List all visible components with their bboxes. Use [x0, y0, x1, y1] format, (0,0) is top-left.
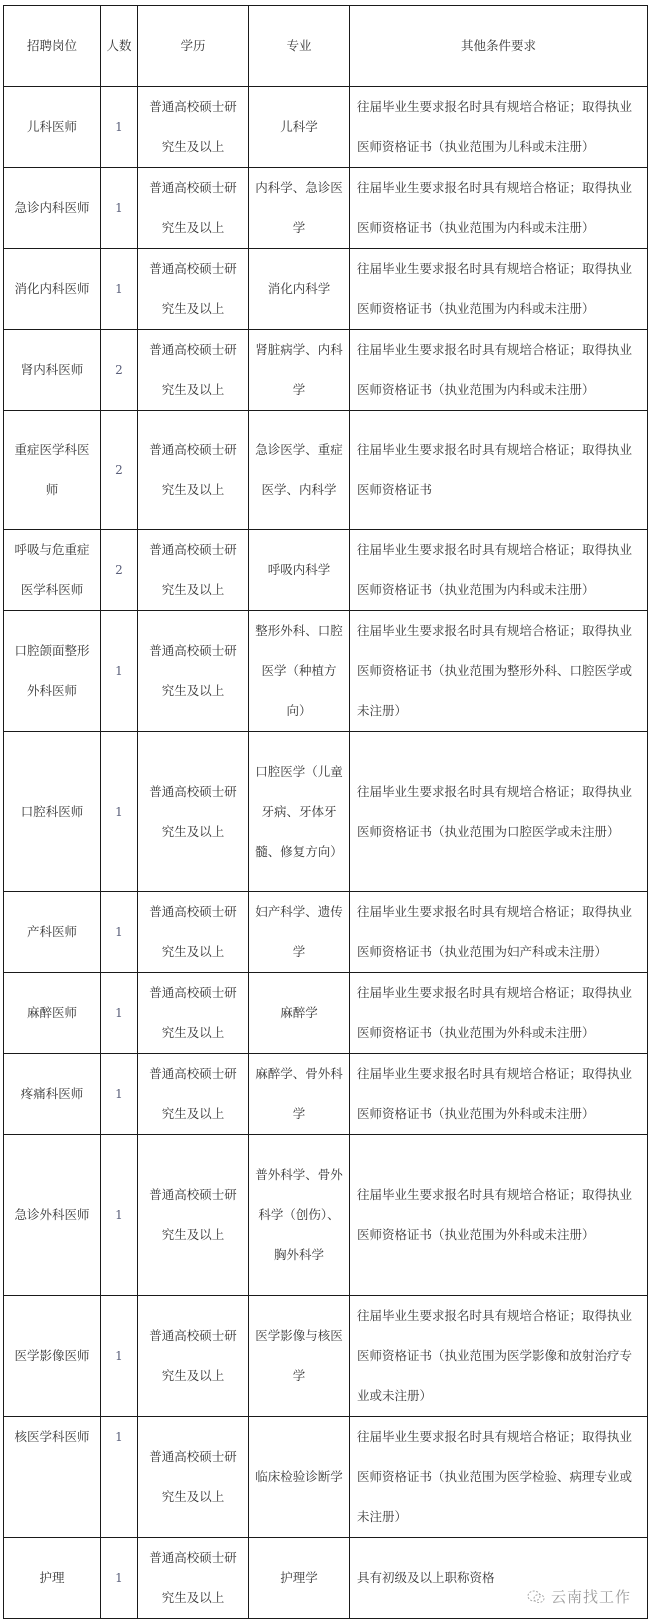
table-row	[4, 1296, 648, 1417]
header-requirements: 其他条件要求	[350, 6, 648, 87]
table-row	[4, 973, 648, 1054]
header-position: 招聘岗位	[4, 6, 101, 87]
cell-major: 护理学	[249, 1538, 350, 1619]
cell-major: 临床检验诊断学	[249, 1417, 350, 1538]
cell-count: 2	[101, 330, 138, 411]
cell-requirements: 往届毕业生要求报名时具有规培合格证；取得执业医师资格证书（执业范围为医学检验、病理专业或未注册）	[350, 1417, 648, 1538]
cell-position: 重症医学科医师	[4, 411, 101, 530]
cell-count: 1	[101, 1538, 138, 1619]
cell-position: 急诊内科医师	[4, 168, 101, 249]
cell-education: 普通高校硕士研究生及以上	[138, 87, 249, 168]
table-row	[4, 732, 648, 892]
cell-requirements: 往届毕业生要求报名时具有规培合格证；取得执业医师资格证书	[350, 411, 648, 530]
cell-position: 儿科医师	[4, 87, 101, 168]
cell-count: 2	[101, 411, 138, 530]
cell-requirements: 往届毕业生要求报名时具有规培合格证；取得执业医师资格证书（执业范围为外科或未注册）	[350, 1135, 648, 1296]
cell-major: 普外科学、骨外科学（创伤）、胸外科学	[249, 1135, 350, 1296]
cell-education: 普通高校硕士研究生及以上	[138, 1296, 249, 1417]
cell-education: 普通高校硕士研究生及以上	[138, 973, 249, 1054]
cell-requirements: 往届毕业生要求报名时具有规培合格证；取得执业医师资格证书（执业范围为妇产科或未注册）	[350, 892, 648, 973]
cell-requirements: 往届毕业生要求报名时具有规培合格证；取得执业医师资格证书（执业范围为医学影像和放射治疗专业或未注册）	[350, 1296, 648, 1417]
cell-major: 医学影像与核医学	[249, 1296, 350, 1417]
cell-major: 肾脏病学、内科学	[249, 330, 350, 411]
table-row	[4, 611, 648, 732]
cell-position: 核医学科医师	[4, 1417, 101, 1538]
cell-count: 1	[101, 1296, 138, 1417]
table-row	[4, 892, 648, 973]
cell-count: 1	[101, 87, 138, 168]
cell-education: 普通高校硕士研究生及以上	[138, 732, 249, 892]
cell-education: 普通高校硕士研究生及以上	[138, 892, 249, 973]
cell-requirements: 往届毕业生要求报名时具有规培合格证；取得执业医师资格证书（执业范围为口腔医学或未注册）	[350, 732, 648, 892]
cell-major: 消化内科学	[249, 249, 350, 330]
cell-count: 1	[101, 973, 138, 1054]
cell-education: 普通高校硕士研究生及以上	[138, 530, 249, 611]
cell-requirements: 往届毕业生要求报名时具有规培合格证；取得执业医师资格证书（执业范围为内科或未注册）	[350, 530, 648, 611]
cell-count: 1	[101, 168, 138, 249]
cell-position: 产科医师	[4, 892, 101, 973]
table-row	[4, 87, 648, 168]
table-row	[4, 168, 648, 249]
cell-count: 2	[101, 530, 138, 611]
cell-count: 1	[101, 892, 138, 973]
cell-position: 肾内科医师	[4, 330, 101, 411]
cell-requirements: 往届毕业生要求报名时具有规培合格证；取得执业医师资格证书（执业范围为内科或未注册）	[350, 330, 648, 411]
table-row	[4, 249, 648, 330]
cell-requirements: 往届毕业生要求报名时具有规培合格证；取得执业医师资格证书（执业范围为内科或未注册）	[350, 168, 648, 249]
cell-education: 普通高校硕士研究生及以上	[138, 1417, 249, 1538]
cell-major: 呼吸内科学	[249, 530, 350, 611]
cell-education: 普通高校硕士研究生及以上	[138, 411, 249, 530]
cell-education: 普通高校硕士研究生及以上	[138, 1054, 249, 1135]
watermark-text: 云南找工作	[551, 1588, 632, 1606]
cell-position: 口腔科医师	[4, 732, 101, 892]
table-row	[4, 330, 648, 411]
cell-count: 1	[101, 732, 138, 892]
cell-count: 1	[101, 611, 138, 732]
cell-position: 护理	[4, 1538, 101, 1619]
cell-education: 普通高校硕士研究生及以上	[138, 1135, 249, 1296]
cell-major: 妇产科学、遗传学	[249, 892, 350, 973]
cell-education: 普通高校硕士研究生及以上	[138, 249, 249, 330]
cell-count: 1	[101, 1135, 138, 1296]
cell-count: 1	[101, 1054, 138, 1135]
cell-requirements: 往届毕业生要求报名时具有规培合格证；取得执业医师资格证书（执业范围为儿科或未注册）	[350, 87, 648, 168]
cell-requirements: 往届毕业生要求报名时具有规培合格证；取得执业医师资格证书（执业范围为整形外科、口腔医学或未注册）	[350, 611, 648, 732]
table-row	[4, 411, 648, 530]
table-row	[4, 530, 648, 611]
cell-major: 麻醉学	[249, 973, 350, 1054]
cell-position: 消化内科医师	[4, 249, 101, 330]
cell-major: 急诊医学、重症医学、内科学	[249, 411, 350, 530]
cell-education: 普通高校硕士研究生及以上	[138, 330, 249, 411]
cell-position: 疼痛科医师	[4, 1054, 101, 1135]
table-row	[4, 1417, 648, 1538]
cell-position: 医学影像医师	[4, 1296, 101, 1417]
cell-requirements: 往届毕业生要求报名时具有规培合格证；取得执业医师资格证书（执业范围为内科或未注册）	[350, 249, 648, 330]
cell-major: 内科学、急诊医学	[249, 168, 350, 249]
cell-major: 麻醉学、骨外科学	[249, 1054, 350, 1135]
cell-requirements: 具有初级及以上职称资格	[350, 1538, 648, 1619]
table-header-row	[4, 6, 648, 87]
cell-education: 普通高校硕士研究生及以上	[138, 168, 249, 249]
cell-requirements: 往届毕业生要求报名时具有规培合格证；取得执业医师资格证书（执业范围为外科或未注册）	[350, 973, 648, 1054]
cell-position: 麻醉医师	[4, 973, 101, 1054]
table-row	[4, 1135, 648, 1296]
cell-position: 口腔颌面整形外科医师	[4, 611, 101, 732]
cell-count: 1	[101, 1417, 138, 1538]
cell-position: 急诊外科医师	[4, 1135, 101, 1296]
watermark	[527, 1586, 631, 1607]
table-row	[4, 1054, 648, 1135]
cell-education: 普通高校硕士研究生及以上	[138, 611, 249, 732]
recruitment-table	[3, 5, 648, 1619]
wechat-icon	[527, 1590, 545, 1604]
cell-major: 整形外科、口腔医学（种植方向）	[249, 611, 350, 732]
cell-requirements: 往届毕业生要求报名时具有规培合格证；取得执业医师资格证书（执业范围为外科或未注册）	[350, 1054, 648, 1135]
header-education: 学历	[138, 6, 249, 87]
cell-major: 口腔医学（儿童牙病、牙体牙髓、修复方向）	[249, 732, 350, 892]
cell-education: 普通高校硕士研究生及以上	[138, 1538, 249, 1619]
header-major: 专业	[249, 6, 350, 87]
cell-position: 呼吸与危重症医学科医师	[4, 530, 101, 611]
cell-major: 儿科学	[249, 87, 350, 168]
header-count: 人数	[101, 6, 138, 87]
cell-count: 1	[101, 249, 138, 330]
